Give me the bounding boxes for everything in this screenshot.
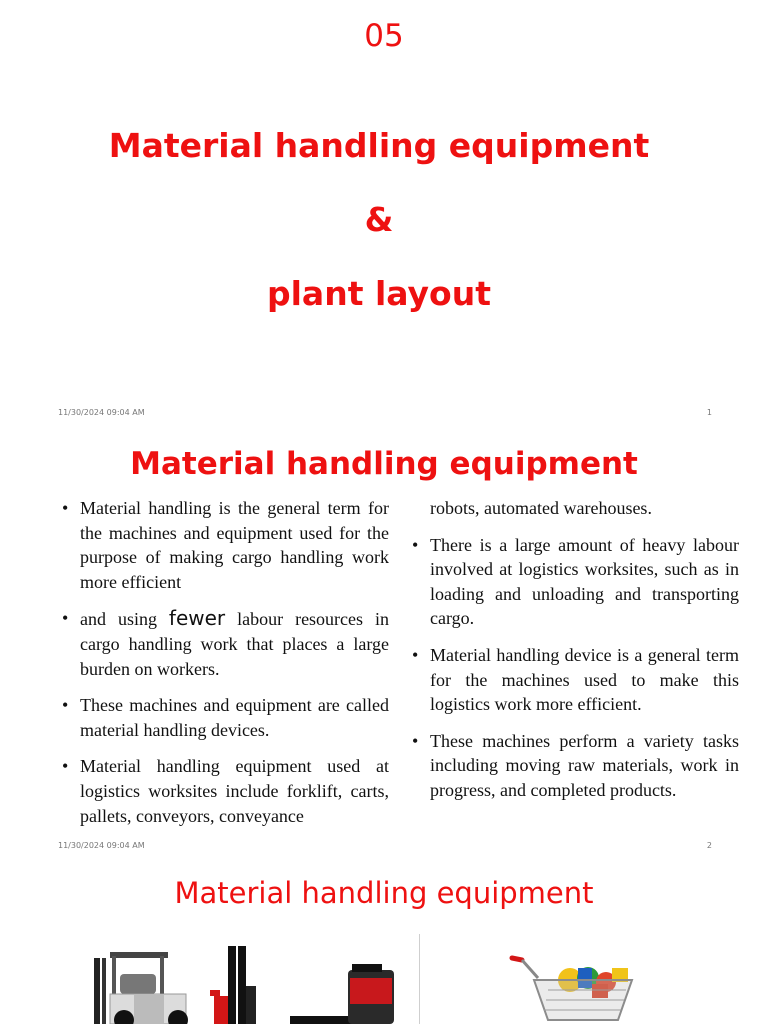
slide-3 [0,860,768,1024]
image-divider [419,934,420,1024]
bullet-item: • Material handling is the general term for the machines and equipment used for the purpose of making cargo handling work more efficient [62,496,389,594]
slide-1 [0,0,768,430]
footer-date: 11/30/2024 09:04 AM [58,841,145,850]
bullet-item [62,606,389,681]
right-column [412,496,739,815]
emphasis-word: fewer [168,606,226,631]
title-line-3: plant layout [267,274,491,313]
footer-date: 11/30/2024 09:04 AM [58,408,145,417]
bullet-item: • These machines and equipment are called material handling devices. [62,693,389,742]
left-column [62,496,389,832]
bullet-rest: labour resources in cargo handling work that places a large burden on workers. [80,609,389,679]
bullet-item: • Material handling device is a general term for the machines used to make this logistics work more efficient. [412,643,739,717]
page-number: 2 [706,841,712,850]
shopping-cart-icon [508,954,636,1024]
title-line-2: & [364,200,394,239]
title-line-1: Material handling equipment [108,126,650,165]
bullet-item: • These machines perform a variety tasks including moving raw materials, work in progress, and completed products. [412,729,739,803]
forklift-icon [90,948,200,1024]
pallet-truck-icon [290,960,402,1024]
slide-title: Material handling equipment [174,876,594,910]
bullet-item: • Material handling equipment used at logistics worksites include forklift, carts, pallets, conveyors, conveyance [62,754,389,828]
bullet-item: • There is a large amount of heavy labour involved at logistics worksites, such as in loading and unloading and transporting cargo. [412,533,739,631]
bullet-continuation: robots, automated warehouses. [430,498,652,518]
slide-2 [0,430,768,860]
pallet-stacker-icon [206,946,262,1024]
slide-title: Material handling equipment [130,446,638,482]
bullet-prefix: and using [80,609,169,630]
section-number: 05 [364,18,404,54]
page-number: 1 [706,408,712,417]
